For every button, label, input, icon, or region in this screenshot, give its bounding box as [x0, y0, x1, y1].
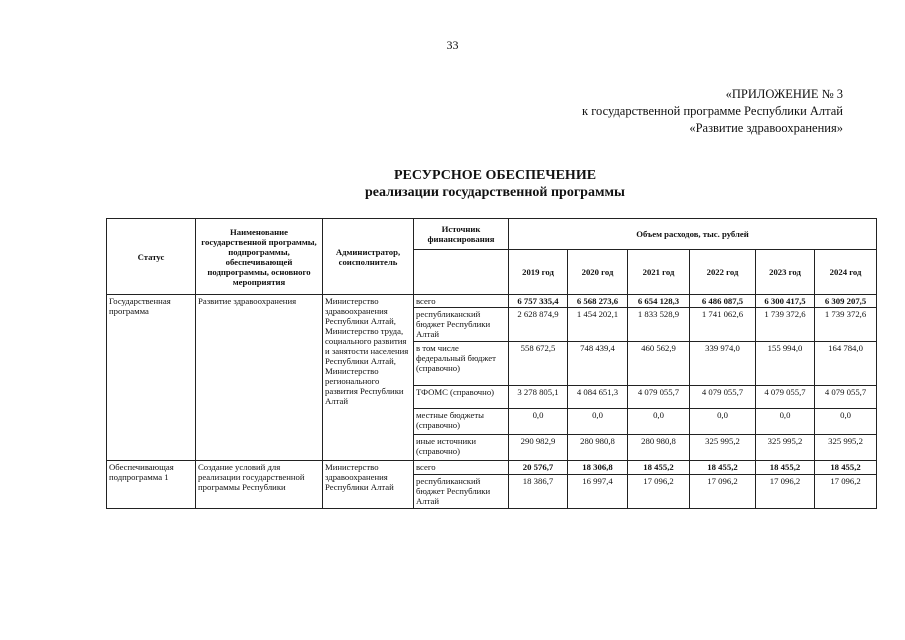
value-cell: 748 439,4 — [568, 342, 628, 386]
value-cell: 4 079 055,7 — [756, 386, 815, 409]
header-admin: Администратор, соисполнитель — [323, 219, 414, 295]
source-cell: местные бюджеты (справочно) — [414, 409, 509, 435]
value-cell: 0,0 — [756, 409, 815, 435]
name-cell: Развитие здравоохранения — [196, 295, 323, 461]
value-cell: 17 096,2 — [628, 475, 690, 509]
value-cell: 6 309 207,5 — [815, 295, 877, 308]
value-cell: 339 974,0 — [690, 342, 756, 386]
value-cell: 6 300 417,5 — [756, 295, 815, 308]
source-cell: в том числе федеральный бюджет (справочно) — [414, 342, 509, 386]
header-year: 2024 год — [815, 250, 877, 295]
source-cell: республиканский бюджет Республики Алтай — [414, 308, 509, 342]
status-cell: Государственная программа — [107, 295, 196, 461]
source-cell: всего — [414, 295, 509, 308]
header-year: 2021 год — [628, 250, 690, 295]
source-cell: иные источники (справочно) — [414, 435, 509, 461]
value-cell: 16 997,4 — [568, 475, 628, 509]
table-row — [107, 461, 877, 475]
value-cell: 18 386,7 — [509, 475, 568, 509]
document-title — [0, 167, 905, 201]
value-cell: 0,0 — [509, 409, 568, 435]
value-cell: 280 980,8 — [568, 435, 628, 461]
value-cell: 325 995,2 — [756, 435, 815, 461]
status-cell: Обеспечивающая подпрограмма 1 — [107, 461, 196, 509]
value-cell: 1 739 372,6 — [815, 308, 877, 342]
header-source: Источник финансирования — [414, 219, 509, 250]
value-cell: 0,0 — [690, 409, 756, 435]
title-line-1: РЕСУРСНОЕ ОБЕСПЕЧЕНИЕ — [393, 168, 597, 183]
value-cell: 164 784,0 — [815, 342, 877, 386]
value-cell: 18 306,8 — [568, 461, 628, 475]
value-cell: 4 079 055,7 — [628, 386, 690, 409]
annex-line-3: «Развитие здравоохранения» — [689, 121, 843, 135]
header-year: 2023 год — [756, 250, 815, 295]
value-cell: 1 454 202,1 — [568, 308, 628, 342]
page-number: 33 — [446, 38, 459, 52]
header-status: Статус — [107, 219, 196, 295]
value-cell: 6 757 335,4 — [509, 295, 568, 308]
title-line-2: реализации государственной программы — [365, 185, 625, 200]
name-cell: Создание условий для реализации государственной программы Республики — [196, 461, 323, 509]
value-cell: 6 486 087,5 — [690, 295, 756, 308]
annex-header — [582, 86, 843, 137]
value-cell: 4 079 055,7 — [690, 386, 756, 409]
source-cell: республиканский бюджет Республики Алтай — [414, 475, 509, 509]
value-cell: 6 568 273,6 — [568, 295, 628, 308]
value-cell: 2 628 874,9 — [509, 308, 568, 342]
value-cell: 20 576,7 — [509, 461, 568, 475]
value-cell: 280 980,8 — [628, 435, 690, 461]
value-cell: 18 455,2 — [815, 461, 877, 475]
value-cell: 325 995,2 — [690, 435, 756, 461]
header-year: 2022 год — [690, 250, 756, 295]
value-cell: 3 278 805,1 — [509, 386, 568, 409]
annex-line-1: «ПРИЛОЖЕНИЕ № 3 — [725, 87, 843, 101]
value-cell: 1 833 528,9 — [628, 308, 690, 342]
value-cell: 6 654 128,3 — [628, 295, 690, 308]
value-cell: 18 455,2 — [690, 461, 756, 475]
value-cell: 18 455,2 — [628, 461, 690, 475]
value-cell: 17 096,2 — [756, 475, 815, 509]
source-cell: всего — [414, 461, 509, 475]
value-cell: 1 741 062,6 — [690, 308, 756, 342]
header-name: Наименование государственной программы, подпрограммы, обеспечивающей подпрограммы, основного мероприятия — [196, 219, 323, 295]
value-cell: 325 995,2 — [815, 435, 877, 461]
admin-cell: Министерство здравоохранения Республики Алтай, Министерство труда, социального развития и занятости населения Республики Алтай, Министерство регионального развития Республики Алтай — [323, 295, 414, 461]
table-body — [107, 295, 877, 509]
admin-cell: Министерство здравоохранения Республики Алтай — [323, 461, 414, 509]
value-cell: 4 079 055,7 — [815, 386, 877, 409]
value-cell: 460 562,9 — [628, 342, 690, 386]
value-cell: 290 982,9 — [509, 435, 568, 461]
resource-table — [106, 218, 877, 509]
header-year: 2020 год — [568, 250, 628, 295]
value-cell: 155 994,0 — [756, 342, 815, 386]
source-cell: ТФОМС (справочно) — [414, 386, 509, 409]
table-row — [107, 295, 877, 308]
header-year: 2019 год — [509, 250, 568, 295]
annex-line-2: к государственной программе Республики Алтай — [582, 104, 843, 118]
value-cell: 4 084 651,3 — [568, 386, 628, 409]
header-amount: Объем расходов, тыс. рублей — [509, 219, 877, 250]
header-source-empty — [414, 250, 509, 295]
value-cell: 17 096,2 — [690, 475, 756, 509]
value-cell: 0,0 — [568, 409, 628, 435]
value-cell: 0,0 — [628, 409, 690, 435]
value-cell: 1 739 372,6 — [756, 308, 815, 342]
header-row-1 — [107, 219, 877, 250]
value-cell: 558 672,5 — [509, 342, 568, 386]
value-cell: 0,0 — [815, 409, 877, 435]
value-cell: 18 455,2 — [756, 461, 815, 475]
value-cell: 17 096,2 — [815, 475, 877, 509]
